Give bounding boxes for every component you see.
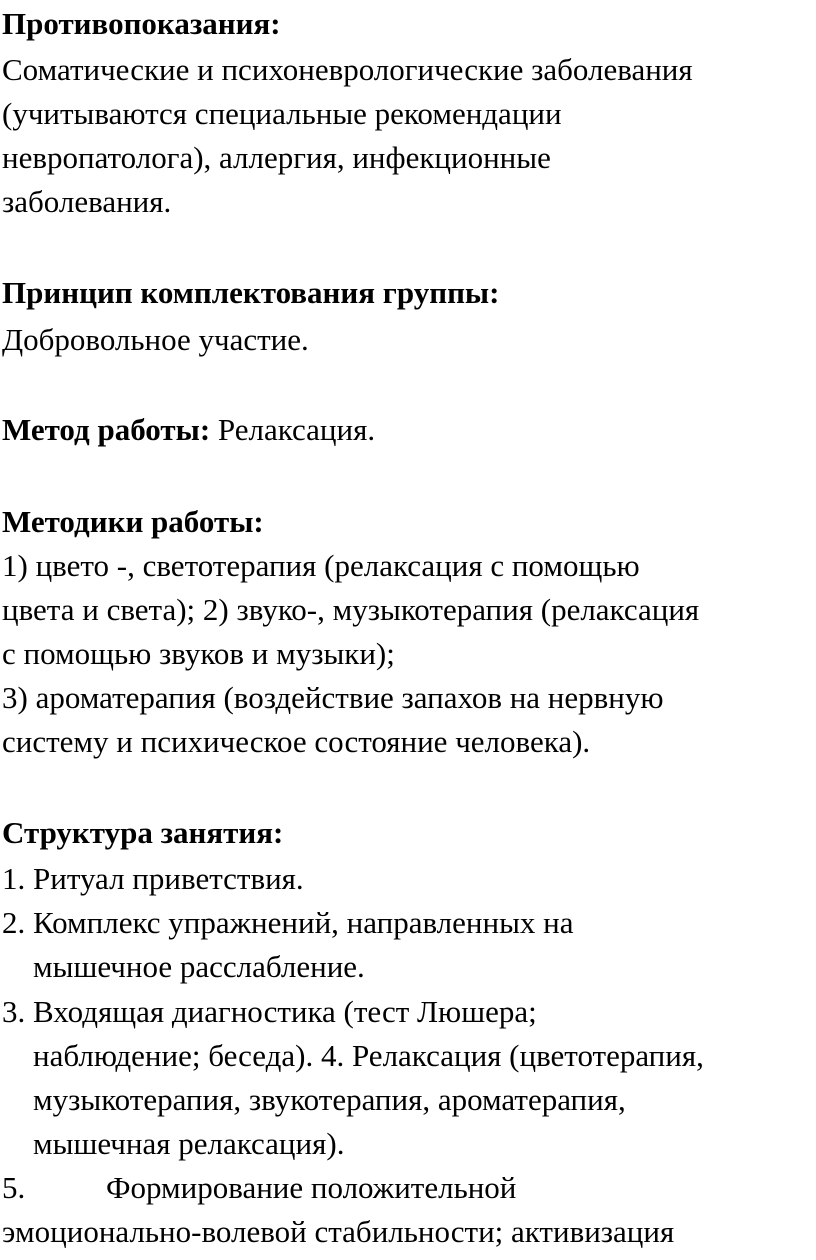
techniques-heading: Методики работы: (2, 504, 264, 539)
techniques-line-1: 1) цвето -, светотерапия (релаксация с помощью (2, 548, 640, 583)
techniques-line-5: систему и психическое состояние человека). (2, 724, 591, 759)
structure-item-3-line-1: Входящая диагностика (тест Люшера; (33, 994, 537, 1029)
structure-item-2-line-1: Комплекс упражнений, направленных на (33, 905, 574, 940)
group-principle-heading: Принцип комплектования группы: (2, 275, 500, 310)
structure-item-2-line-2: мышечное расслабление. (33, 949, 365, 984)
method-line (2, 408, 375, 452)
structure-item-1-number: 1. (2, 861, 26, 896)
contraindications-line-4: заболевания. (2, 184, 172, 219)
techniques-line-4: 3) ароматерапия (воздействие запахов на нервную (2, 680, 664, 715)
techniques-line-3: с помощью звуков и музыки); (2, 636, 395, 671)
method-heading: Метод работы: (2, 412, 211, 447)
structure-item-5-line-1: Формирование положительной (106, 1170, 517, 1205)
techniques-line-2: цвета и света); 2) звуко-, музыкотерапия (релаксация (2, 592, 700, 627)
method-text: Релаксация. (210, 412, 376, 447)
structure-item-2-number: 2. (2, 905, 26, 940)
structure-item-3-line-2: наблюдение; беседа). 4. Релаксация (цветотерапия, (33, 1038, 704, 1073)
structure-item-5-line-2: эмоционально-волевой стабильности; активизация (2, 1214, 675, 1249)
group-principle-text: Добровольное участие. (2, 322, 309, 357)
contraindications-line-3: невропатолога), аллергия, инфекционные (2, 140, 551, 175)
structure-item-3-line-3: музыкотерапия, звукотерапия, ароматерапия, (33, 1082, 626, 1117)
structure-heading: Структура занятия: (2, 815, 284, 850)
structure-item-1-line-1: Ритуал приветствия. (33, 861, 304, 896)
structure-item-5-number: 5. (2, 1170, 26, 1205)
structure-item-3-line-4: мышечная релаксация). (33, 1126, 345, 1161)
contraindications-line-2: (учитываются специальные рекомендации (2, 96, 562, 131)
contraindications-heading: Противопоказания: (2, 6, 281, 41)
structure-item-3-number: 3. (2, 994, 26, 1029)
contraindications-line-1: Соматические и психоневрологические заболевания (2, 52, 693, 87)
